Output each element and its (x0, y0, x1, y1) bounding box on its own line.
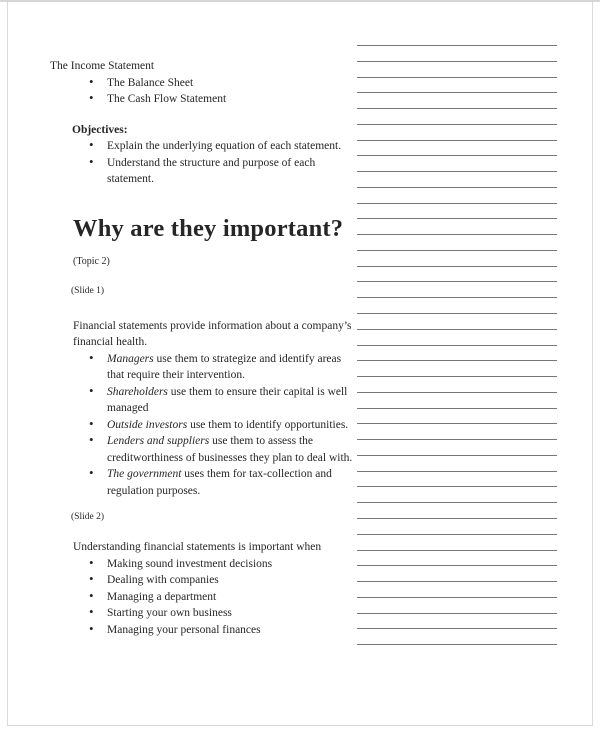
list-item: • Dealing with companies (50, 572, 358, 589)
list-item (50, 466, 358, 499)
note-line (357, 376, 557, 377)
note-line (357, 644, 557, 645)
note-line (357, 423, 557, 424)
slide1-label: (Slide 1) (71, 285, 104, 296)
list-item: • Managing a department (50, 589, 358, 606)
list-item (50, 433, 358, 466)
note-line (357, 471, 557, 472)
list-item-lead: Shareholders (107, 385, 168, 398)
list-item-lead: Managers (107, 352, 154, 365)
note-line (357, 439, 557, 440)
note-line (357, 613, 557, 614)
note-line (357, 597, 557, 598)
note-line (357, 329, 557, 330)
note-line (357, 171, 557, 172)
note-line (357, 140, 557, 141)
note-line (357, 155, 557, 156)
topic-tag: (Topic 2) (73, 255, 110, 267)
list-item-lead: Lenders and suppliers (107, 435, 210, 447)
list-item: • Understand the structure and purpose of each statement. (50, 155, 358, 188)
intro-title: The Income Statement (50, 60, 155, 72)
note-line (357, 486, 557, 487)
note-line (357, 502, 557, 503)
note-line (357, 124, 557, 125)
note-line (357, 92, 557, 93)
notes-panel (357, 45, 557, 660)
list-item-lead: Outside investors (107, 418, 188, 431)
note-line (357, 313, 557, 314)
objectives-heading: Objectives: (72, 123, 128, 136)
note-line (357, 203, 557, 204)
list-item (50, 384, 358, 417)
list-item: • Managing your personal finances (50, 622, 358, 639)
list-item-rest: uses them for tax-collection and regulation purposes. (107, 468, 332, 497)
list-item: • The Cash Flow Statement (50, 91, 358, 108)
note-line (357, 565, 557, 566)
list-item-rest: use them to identify opportunities. (187, 418, 349, 431)
note-line (357, 550, 557, 551)
stakeholders-list (50, 351, 358, 500)
note-line (357, 581, 557, 582)
list-item (50, 351, 358, 384)
note-line (357, 234, 557, 235)
note-line (357, 518, 557, 519)
page-left-border (7, 2, 8, 725)
note-line (357, 455, 557, 456)
statements-list (50, 75, 358, 108)
list-item-rest: use them to ensure their capital is well managed (107, 385, 348, 414)
note-line (357, 408, 557, 409)
section-heading (50, 215, 358, 276)
note-line (357, 45, 557, 46)
section-heading-text: Why are they important? (73, 214, 344, 242)
page-bottom-border (7, 725, 593, 726)
importance-intro: Understanding financial statements is important when (73, 541, 322, 553)
note-line (357, 297, 557, 298)
slide2-label: (Slide 2) (71, 512, 104, 522)
list-item (50, 417, 358, 434)
note-line (357, 628, 557, 629)
intro-paragraph: Financial statements provide information about a company’s financial health. (73, 319, 352, 348)
objectives-list (50, 138, 358, 188)
note-line (357, 392, 557, 393)
list-item-lead: The government (107, 468, 182, 480)
note-line (357, 345, 557, 346)
note-line (357, 250, 557, 251)
note-line (357, 77, 557, 78)
note-line (357, 108, 557, 109)
note-line (357, 281, 557, 282)
note-line (357, 360, 557, 361)
list-item-rest: use them to assess the creditworthiness of businesses they plan to deal with. (107, 435, 353, 464)
list-item: • Explain the underlying equation of each statement. (50, 138, 358, 155)
page-top-border (0, 0, 600, 2)
list-item: • The Balance Sheet (50, 75, 358, 92)
list-item: • Making sound investment decisions (50, 556, 358, 573)
page-right-border (592, 2, 593, 725)
note-line (357, 534, 557, 535)
note-line (357, 61, 557, 62)
note-line (357, 187, 557, 188)
note-line (357, 218, 557, 219)
text-column (50, 58, 358, 638)
list-item-rest: use them to strategize and identify areas that require their intervention. (107, 352, 342, 381)
importance-list (50, 556, 358, 639)
list-item: • Starting your own business (50, 605, 358, 622)
note-line (357, 266, 557, 267)
